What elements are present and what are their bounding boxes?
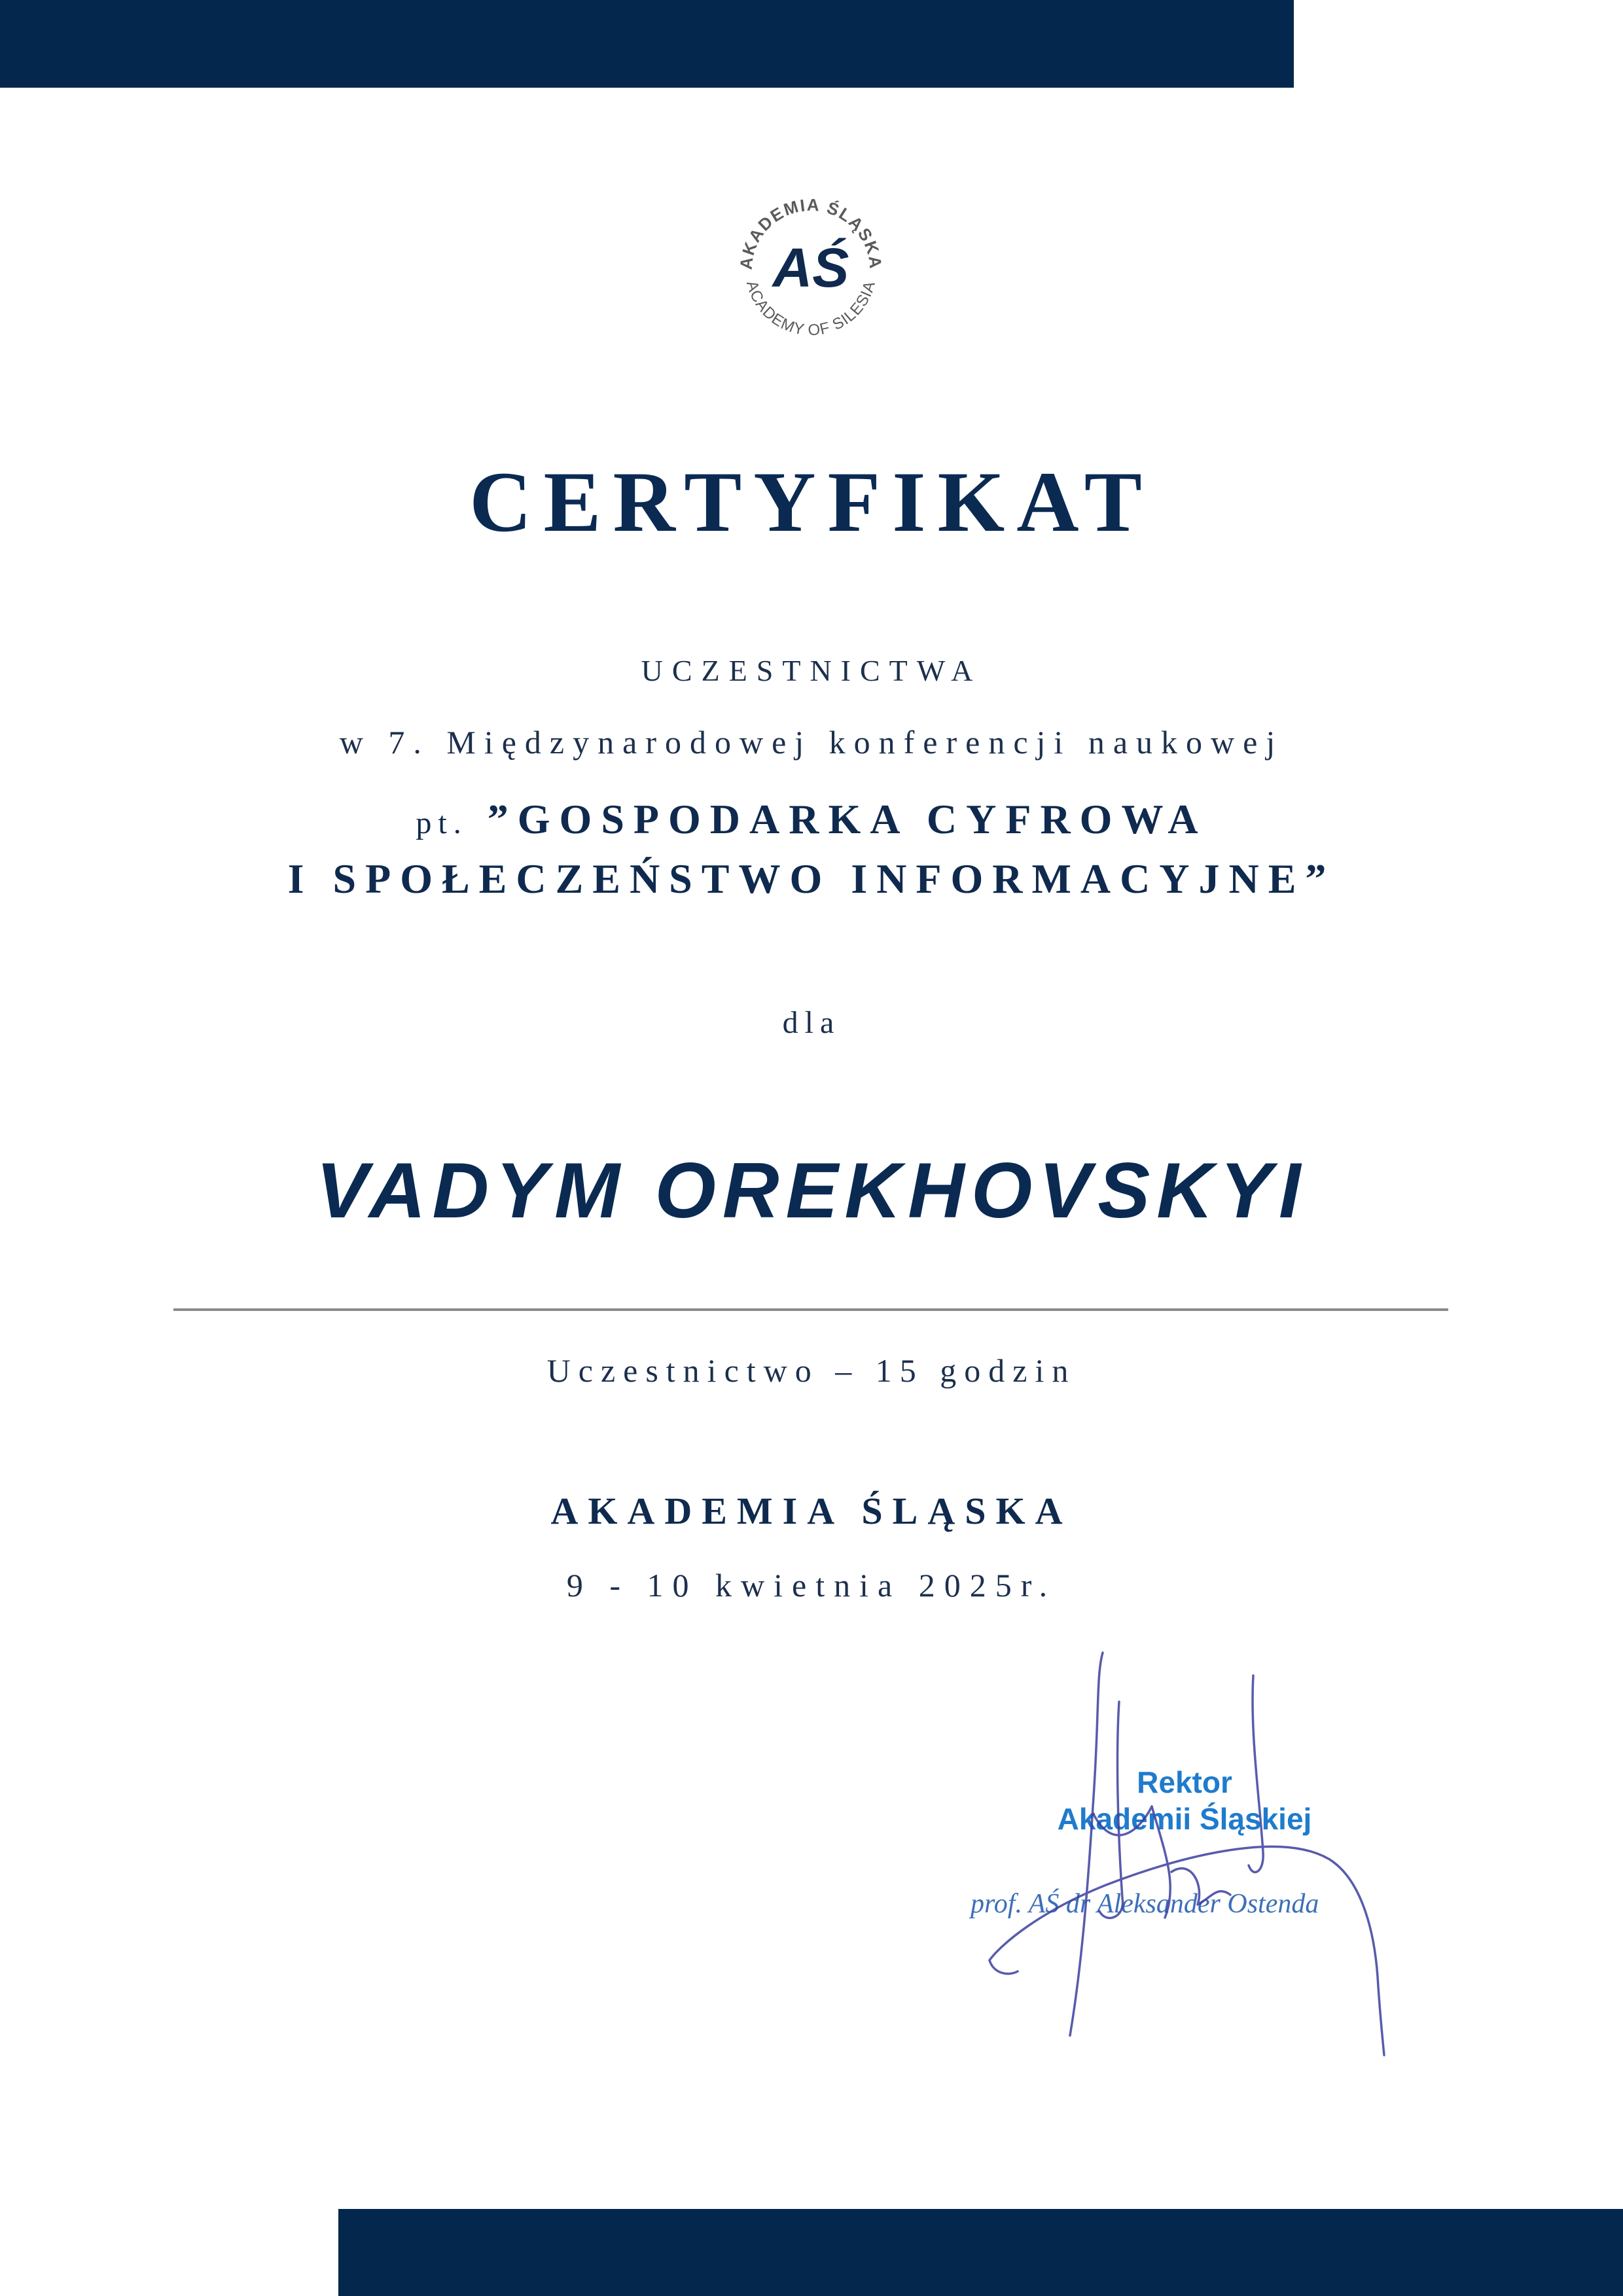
logo-bottom-text: ACADEMY OF SILESIA bbox=[742, 278, 880, 340]
stamp-line2: Akademii Śląskiej bbox=[1057, 1802, 1312, 1836]
certificate-title: CERTYFIKAT bbox=[469, 454, 1154, 550]
hours-text: Uczestnictwo – 15 godzin bbox=[546, 1352, 1077, 1389]
academy-seal-logo bbox=[731, 190, 891, 350]
event-line: w 7. Międzynarodowej konferencji naukowej bbox=[339, 724, 1284, 761]
rector-name: prof. AŚ dr Aleksander Ostenda bbox=[971, 1889, 1319, 1919]
event-dates: 9 - 10 kwietnia 2025r. bbox=[566, 1567, 1057, 1604]
recipient-name: VADYM OREKHOVSKYI bbox=[315, 1147, 1308, 1234]
certificate-subtitle: UCZESTNICTWA bbox=[641, 654, 982, 687]
issuer-name: AKADEMIA ŚLĄSKA bbox=[550, 1490, 1073, 1532]
event-title-line2: I SPOŁECZEŃSTWO INFORMACYJNE” bbox=[287, 855, 1336, 902]
bottom-decorative-bar bbox=[338, 2209, 1623, 2296]
divider-line bbox=[173, 1308, 1448, 1311]
logo-top-text: AKADEMIA ŚLĄSKA bbox=[736, 194, 886, 271]
event-title-part1: ”GOSPODARKA CYFROWA bbox=[487, 796, 1207, 842]
pt-prefix: pt. bbox=[416, 806, 468, 840]
logo-mark: AŚ bbox=[772, 237, 849, 298]
top-decorative-bar bbox=[0, 0, 1294, 88]
stamp-line1: Rektor bbox=[1137, 1765, 1232, 1799]
for-label: dla bbox=[782, 1005, 841, 1040]
handwritten-signature bbox=[942, 1636, 1414, 2068]
event-title-line1 bbox=[0, 795, 1623, 844]
